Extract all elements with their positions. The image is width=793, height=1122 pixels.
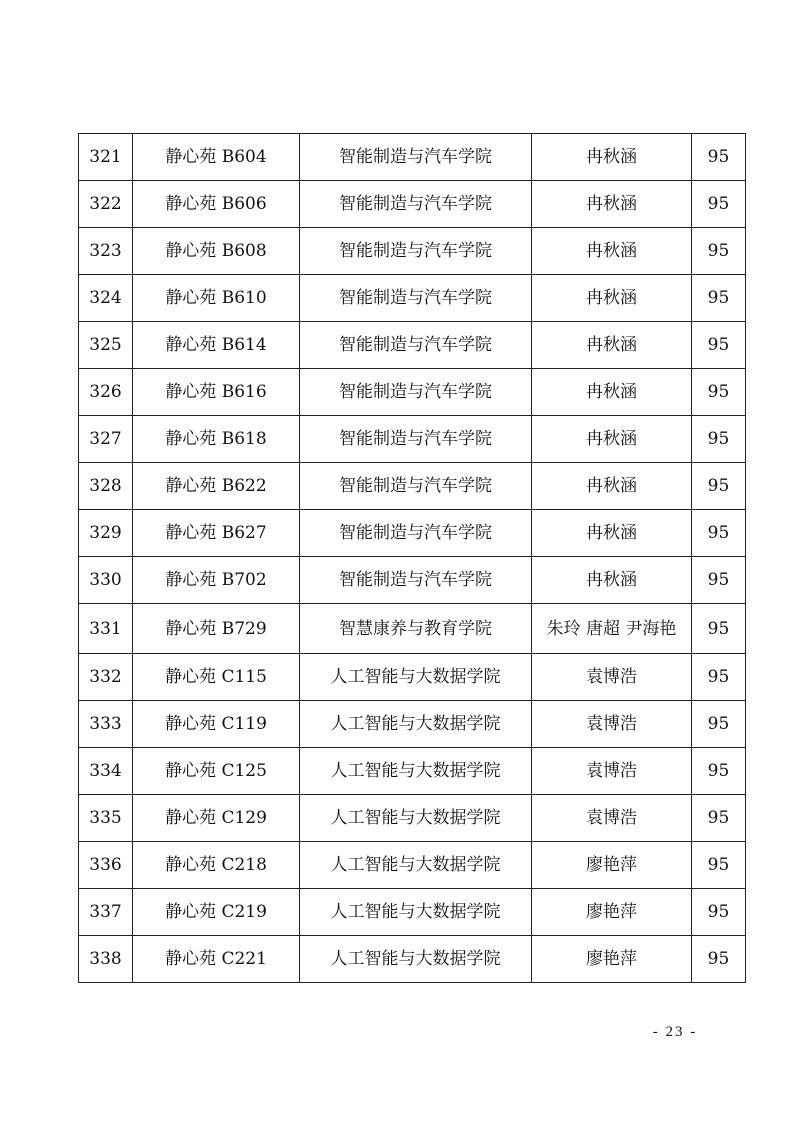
cell-name: 冉秋涵 <box>532 275 692 322</box>
cell-no: 321 <box>79 134 133 181</box>
cell-score: 95 <box>692 416 746 463</box>
cell-college: 人工智能与大数据学院 <box>300 842 532 889</box>
table-row <box>79 701 746 748</box>
cell-room: 静心苑 B618 <box>133 416 300 463</box>
cell-no: 335 <box>79 795 133 842</box>
cell-room: 静心苑 C125 <box>133 748 300 795</box>
cell-name: 袁博浩 <box>532 795 692 842</box>
cell-room: 静心苑 C219 <box>133 889 300 936</box>
cell-score: 95 <box>692 510 746 557</box>
table-row <box>79 748 746 795</box>
cell-name: 冉秋涵 <box>532 181 692 228</box>
table-body <box>79 134 746 983</box>
cell-no: 324 <box>79 275 133 322</box>
cell-college: 智慧康养与教育学院 <box>300 604 532 654</box>
table-row <box>79 228 746 275</box>
cell-college: 智能制造与汽车学院 <box>300 322 532 369</box>
cell-college: 智能制造与汽车学院 <box>300 275 532 322</box>
cell-room: 静心苑 B616 <box>133 369 300 416</box>
cell-college: 智能制造与汽车学院 <box>300 134 532 181</box>
cell-no: 326 <box>79 369 133 416</box>
cell-room: 静心苑 C119 <box>133 701 300 748</box>
page-number: - 23 - <box>652 1024 698 1040</box>
cell-no: 325 <box>79 322 133 369</box>
cell-college: 人工智能与大数据学院 <box>300 654 532 701</box>
cell-name: 冉秋涵 <box>532 228 692 275</box>
cell-college: 智能制造与汽车学院 <box>300 181 532 228</box>
cell-name: 朱玲 唐超 尹海艳 <box>532 604 692 654</box>
cell-college: 智能制造与汽车学院 <box>300 369 532 416</box>
cell-name: 袁博浩 <box>532 701 692 748</box>
cell-score: 95 <box>692 275 746 322</box>
cell-college: 人工智能与大数据学院 <box>300 936 532 983</box>
cell-score: 95 <box>692 842 746 889</box>
cell-room: 静心苑 B627 <box>133 510 300 557</box>
cell-score: 95 <box>692 322 746 369</box>
table-row <box>79 842 746 889</box>
cell-no: 333 <box>79 701 133 748</box>
cell-room: 静心苑 C218 <box>133 842 300 889</box>
cell-room: 静心苑 B614 <box>133 322 300 369</box>
cell-score: 95 <box>692 936 746 983</box>
cell-name: 袁博浩 <box>532 654 692 701</box>
cell-room: 静心苑 C115 <box>133 654 300 701</box>
cell-name: 廖艳萍 <box>532 936 692 983</box>
cell-score: 95 <box>692 748 746 795</box>
cell-room: 静心苑 B622 <box>133 463 300 510</box>
cell-score: 95 <box>692 228 746 275</box>
cell-no: 322 <box>79 181 133 228</box>
cell-room: 静心苑 B604 <box>133 134 300 181</box>
table-row <box>79 463 746 510</box>
cell-name: 冉秋涵 <box>532 463 692 510</box>
cell-college: 人工智能与大数据学院 <box>300 889 532 936</box>
cell-room: 静心苑 B610 <box>133 275 300 322</box>
cell-name: 袁博浩 <box>532 748 692 795</box>
table-row <box>79 416 746 463</box>
cell-college: 智能制造与汽车学院 <box>300 416 532 463</box>
cell-name: 廖艳萍 <box>532 889 692 936</box>
cell-name: 冉秋涵 <box>532 510 692 557</box>
cell-name: 廖艳萍 <box>532 842 692 889</box>
cell-no: 332 <box>79 654 133 701</box>
cell-no: 330 <box>79 557 133 604</box>
cell-college: 智能制造与汽车学院 <box>300 557 532 604</box>
cell-college: 人工智能与大数据学院 <box>300 701 532 748</box>
cell-no: 323 <box>79 228 133 275</box>
cell-college: 智能制造与汽车学院 <box>300 463 532 510</box>
table-row <box>79 275 746 322</box>
table-row <box>79 936 746 983</box>
cell-score: 95 <box>692 795 746 842</box>
cell-no: 331 <box>79 604 133 654</box>
table-row <box>79 369 746 416</box>
cell-college: 智能制造与汽车学院 <box>300 228 532 275</box>
table-row <box>79 654 746 701</box>
cell-room: 静心苑 B702 <box>133 557 300 604</box>
cell-no: 328 <box>79 463 133 510</box>
dormitory-score-table <box>78 133 746 983</box>
table-row <box>79 889 746 936</box>
cell-score: 95 <box>692 463 746 510</box>
table-row <box>79 134 746 181</box>
cell-name: 冉秋涵 <box>532 369 692 416</box>
table-row <box>79 604 746 654</box>
table-row <box>79 510 746 557</box>
cell-score: 95 <box>692 889 746 936</box>
cell-room: 静心苑 C129 <box>133 795 300 842</box>
cell-score: 95 <box>692 701 746 748</box>
cell-name: 冉秋涵 <box>532 416 692 463</box>
cell-no: 334 <box>79 748 133 795</box>
cell-score: 95 <box>692 654 746 701</box>
cell-score: 95 <box>692 134 746 181</box>
cell-room: 静心苑 B606 <box>133 181 300 228</box>
cell-no: 327 <box>79 416 133 463</box>
table-row <box>79 557 746 604</box>
cell-score: 95 <box>692 557 746 604</box>
cell-room: 静心苑 C221 <box>133 936 300 983</box>
table-row <box>79 795 746 842</box>
cell-score: 95 <box>692 369 746 416</box>
cell-name: 冉秋涵 <box>532 322 692 369</box>
cell-score: 95 <box>692 181 746 228</box>
cell-room: 静心苑 B729 <box>133 604 300 654</box>
cell-score: 95 <box>692 604 746 654</box>
cell-college: 人工智能与大数据学院 <box>300 795 532 842</box>
cell-college: 人工智能与大数据学院 <box>300 748 532 795</box>
table-row <box>79 322 746 369</box>
cell-name: 冉秋涵 <box>532 134 692 181</box>
cell-name: 冉秋涵 <box>532 557 692 604</box>
cell-room: 静心苑 B608 <box>133 228 300 275</box>
cell-no: 336 <box>79 842 133 889</box>
cell-college: 智能制造与汽车学院 <box>300 510 532 557</box>
cell-no: 337 <box>79 889 133 936</box>
table-row <box>79 181 746 228</box>
cell-no: 338 <box>79 936 133 983</box>
cell-no: 329 <box>79 510 133 557</box>
